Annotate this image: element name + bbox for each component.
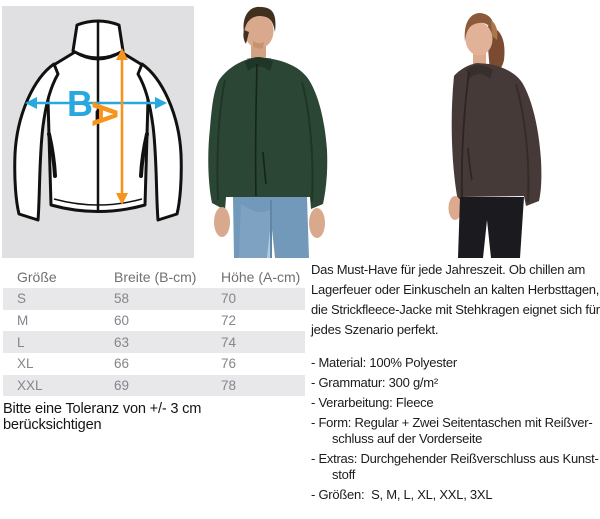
breite-cell: 63	[114, 334, 130, 350]
description-intro-line: Lagerfeuer oder Einkuscheln an kalten Herbsttagen,	[311, 282, 600, 297]
female-model-photo	[392, 8, 570, 258]
breite-cell: 69	[114, 378, 130, 394]
bullet-extras-continuation: stoff	[332, 467, 356, 482]
tolerance-note: Bitte eine Toleranz von +/- 3 cm berücksichtigen	[3, 401, 202, 433]
breite-cell: 66	[114, 356, 130, 372]
column-header-hoehe: Höhe (A-cm)	[221, 268, 301, 285]
size-cell: XL	[17, 356, 34, 372]
hoehe-cell: 76	[221, 356, 237, 372]
bullet-verarbeitung: - Verarbeitung: Fleece	[311, 395, 434, 410]
height-arrow-label: A	[84, 101, 126, 127]
breite-cell: 58	[114, 291, 130, 307]
table-row-s	[3, 288, 305, 310]
bullet-extras: - Extras: Durchgehender Reißverschluss aus Kunst-	[311, 451, 599, 466]
width-arrow-label: B	[67, 83, 93, 124]
jacket-outline-drawing	[2, 6, 194, 258]
table-row-l	[3, 331, 305, 353]
table-row-m	[3, 310, 305, 332]
hoehe-cell: 78	[221, 378, 237, 394]
female-model-illustration	[392, 8, 570, 258]
size-cell: XXL	[17, 378, 43, 394]
breite-cell: 60	[114, 313, 130, 329]
bullet-form: - Form: Regular + Zwei Seitentaschen mit Reißver-	[311, 415, 593, 430]
bullet-material: - Material: 100% Polyester	[311, 355, 457, 370]
hoehe-cell: 70	[221, 291, 237, 307]
bullet-grammatur: - Grammatur: 300 g/m²	[311, 375, 438, 390]
male-model-photo	[195, 4, 345, 258]
size-cell: S	[17, 291, 27, 307]
hoehe-cell: 72	[221, 313, 237, 329]
description-intro-line: jedes Szenario perfekt.	[311, 322, 439, 337]
column-header-breite: Breite (B-cm)	[114, 268, 197, 285]
bullet-form-continuation: schluss auf der Vorderseite	[332, 431, 483, 446]
size-table-header-row	[3, 265, 305, 288]
description-intro-line: Das Must-Have für jede Jahreszeit. Ob chillen am	[311, 262, 586, 277]
description-intro-line: die Strickfleece-Jacke mit Stehkragen eignet sich für	[311, 302, 600, 317]
bullet-groessen: - Größen: S, M, L, XL, XXL, 3XL	[311, 487, 493, 502]
size-cell: L	[17, 334, 25, 350]
size-diagram-panel	[2, 6, 194, 258]
hoehe-cell: 74	[221, 334, 237, 350]
table-row-xxl	[3, 375, 305, 397]
table-row-xl	[3, 353, 305, 375]
product-description	[311, 260, 600, 503]
column-header-groesse: Größe	[17, 268, 57, 285]
male-model-illustration	[195, 4, 345, 258]
size-table	[3, 265, 305, 396]
size-cell: M	[17, 313, 29, 329]
description-bullet-list	[311, 355, 600, 503]
